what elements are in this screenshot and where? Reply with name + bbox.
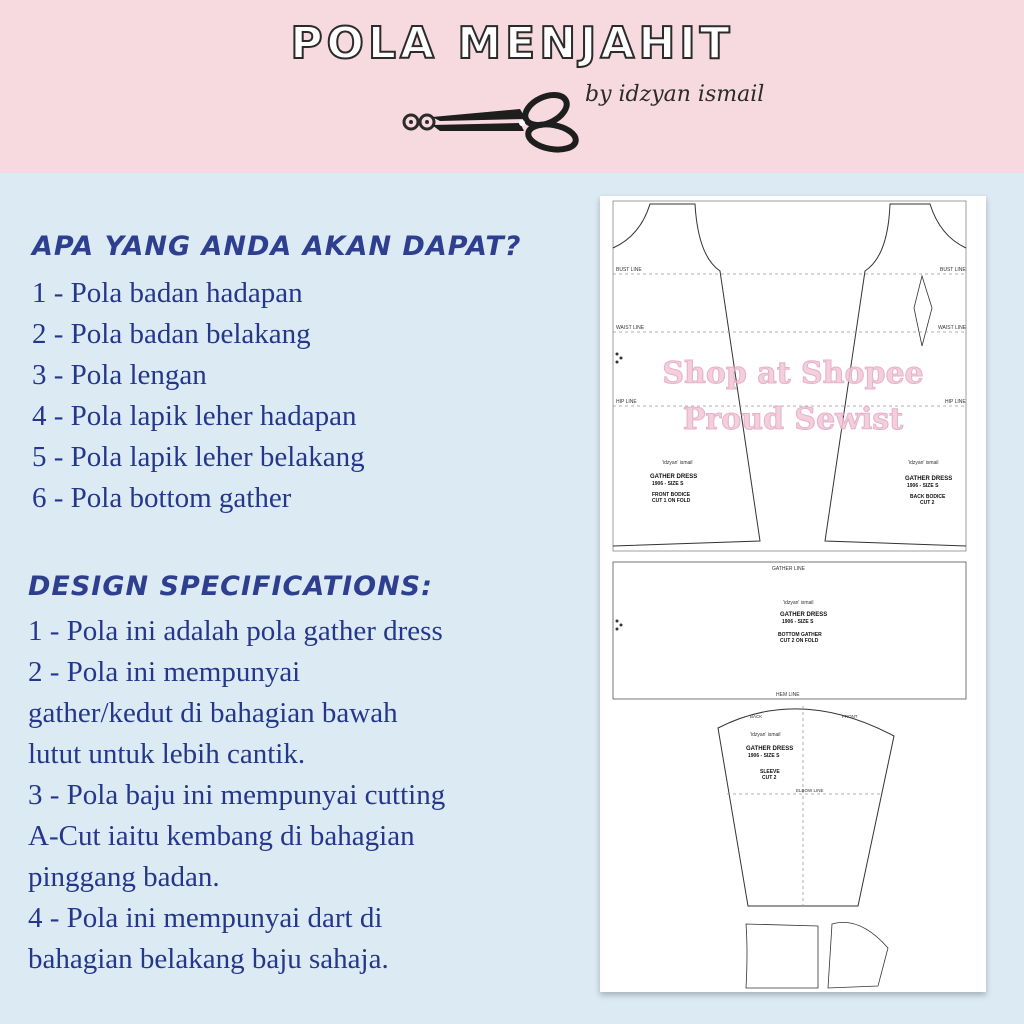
size-label-front: 1906 - SIZE S	[652, 481, 684, 487]
list-item: 5 - Pola lapik leher belakang	[32, 441, 365, 473]
list-item: 3 - Pola lengan	[32, 359, 207, 391]
description-panel	[0, 173, 590, 1024]
brand-label-sleeve: 'idzyan' ismail	[750, 732, 781, 738]
bottom-gather-label: BOTTOM GATHER	[778, 632, 822, 638]
bottom-gather-outline	[613, 562, 966, 699]
list-item: gather/kedut di bahagian bawah	[28, 697, 398, 729]
elbow-line-label: ELBOW LINE	[796, 788, 824, 793]
size-label-sleeve: 1906 - SIZE S	[748, 753, 780, 759]
brand-label-front: 'idzyan' ismail	[662, 460, 693, 466]
brand-label-gather: 'idzyan' ismail	[783, 600, 814, 606]
hip-line-label-right: HIP LINE	[945, 399, 966, 405]
brand-title: POLA MENJAHIT	[290, 18, 734, 69]
watermark-shop-at-shopee: Shop at Shopee	[662, 356, 924, 391]
sleeve-outline	[718, 709, 894, 906]
hem-line-label: HEM LINE	[776, 692, 800, 698]
bottom-cut-label: CUT 2 ON FOLD	[780, 638, 819, 644]
sleeve-front-label: FRONT	[842, 714, 858, 719]
size-label-gather: 1906 - SIZE S	[782, 619, 814, 625]
list-item: bahagian belakang baju sahaja.	[28, 943, 389, 975]
back-cut-label: CUT 2	[920, 500, 935, 506]
list-item: A-Cut iaitu kembang di bahagian	[28, 820, 415, 852]
gather-dress-label-sleeve: GATHER DRESS	[746, 746, 794, 752]
front-bodice-label: FRONT BODICE	[652, 492, 691, 498]
scissors-icon	[400, 85, 610, 155]
list-item: 3 - Pola baju ini mempunyai cutting	[28, 779, 446, 811]
bust-line-label-right: BUST LINE	[940, 267, 966, 273]
brand-byline: by idzyan ismail	[585, 82, 765, 107]
hip-line-label-left: HIP LINE	[616, 399, 637, 405]
waist-line-label-right: WAIST LINE	[938, 325, 967, 331]
back-bodice-label: BACK BODICE	[910, 494, 946, 500]
front-cut-label: CUT 1 ON FOLD	[652, 498, 691, 504]
list-item: 6 - Pola bottom gather	[32, 482, 292, 514]
back-dart	[914, 276, 932, 346]
list-item: 4 - Pola lapik leher hadapan	[32, 400, 357, 432]
bust-line-label-left: BUST LINE	[616, 267, 642, 273]
list-item: pinggang badan.	[28, 861, 220, 893]
section-heading-what-you-get: APA YANG ANDA AKAN DAPAT?	[32, 231, 522, 262]
list-item: lutut untuk lebih cantik.	[28, 738, 306, 770]
sleeve-cut-label: CUT 2	[762, 775, 777, 781]
brand-label-back: 'idzyan' ismail	[908, 460, 939, 466]
header-banner	[0, 0, 1024, 173]
list-item: 1 - Pola ini adalah pola gather dress	[28, 615, 443, 647]
pattern-drawing	[600, 196, 986, 992]
size-label-back: 1906 - SIZE S	[907, 483, 939, 489]
gather-dress-label-gather: GATHER DRESS	[780, 612, 828, 618]
gather-line-label: GATHER LINE	[772, 566, 805, 572]
front-neck-facing	[746, 924, 818, 988]
list-item: 1 - Pola badan hadapan	[32, 277, 303, 309]
list-item: 2 - Pola badan belakang	[32, 318, 311, 350]
section-heading-design-specifications: DESIGN SPECIFICATIONS:	[28, 571, 433, 602]
sleeve-back-label: BACK	[750, 714, 763, 719]
back-neck-facing	[828, 922, 888, 988]
watermark-proud-sewist: Proud Sewist	[682, 402, 904, 437]
list-item: 4 - Pola ini mempunyai dart di	[28, 902, 383, 934]
waist-line-label-left: WAIST LINE	[616, 325, 645, 331]
gather-dress-label-back: GATHER DRESS	[905, 476, 953, 482]
sleeve-label: SLEEVE	[760, 769, 780, 775]
list-item: 2 - Pola ini mempunyai	[28, 656, 301, 688]
pattern-sheet-image	[600, 196, 986, 992]
gather-dress-label-front: GATHER DRESS	[650, 474, 698, 480]
